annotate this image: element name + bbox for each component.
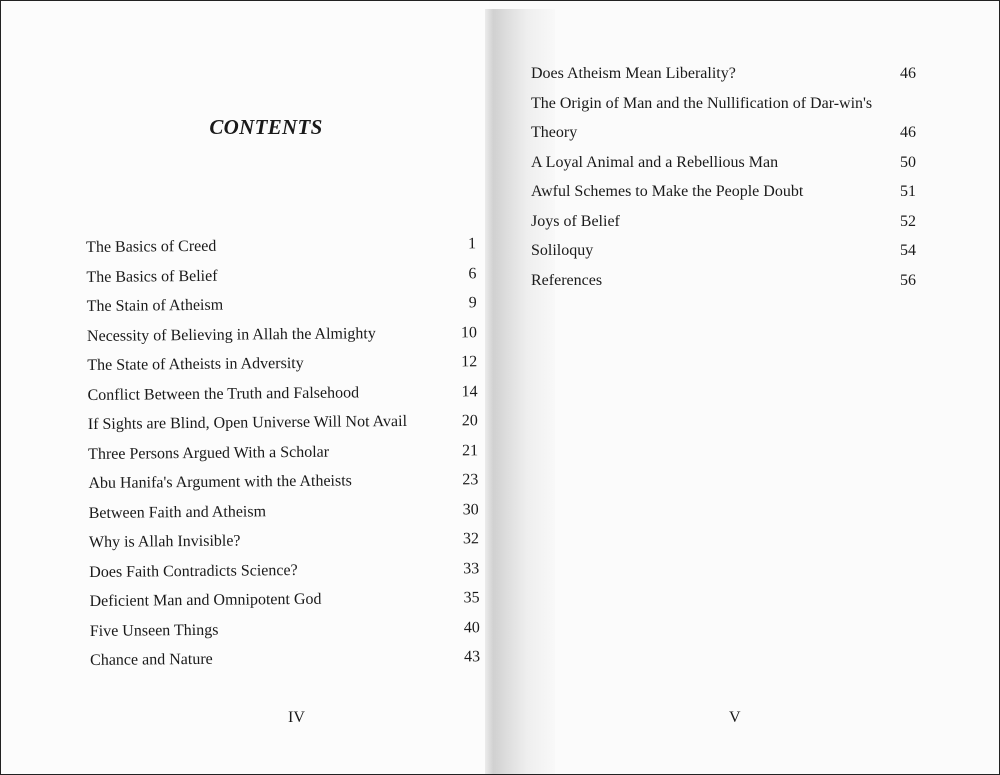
toc-entry-page: 40 — [463, 618, 480, 636]
toc-entry-page: 52 — [900, 212, 916, 230]
toc-entry — [87, 377, 477, 410]
toc-entry — [86, 259, 476, 292]
toc-entry-title: Three Persons Argued With a Scholar — [88, 443, 330, 463]
toc-entry-page: 50 — [900, 153, 916, 171]
toc-entry — [531, 236, 916, 266]
toc-entry-page: 23 — [462, 471, 479, 489]
toc-entry-title: Conflict Between the Truth and Falsehood — [87, 383, 360, 404]
toc-entry — [90, 642, 480, 675]
toc-entry-title: Five Unseen Things — [89, 621, 219, 640]
toc-entry-page: 21 — [462, 441, 479, 459]
toc-entry-title: The Basics of Creed — [86, 237, 217, 256]
toc-entry — [531, 89, 916, 148]
toc-entry — [87, 288, 477, 321]
toc-entry-page: 43 — [464, 648, 481, 666]
toc-entry-page: 1 — [468, 235, 477, 253]
toc-entry — [531, 59, 916, 89]
toc-left-list — [86, 229, 480, 675]
toc-entry-title: Necessity of Believing in Allah the Almighty — [86, 324, 376, 345]
toc-entry — [89, 583, 479, 616]
toc-entry — [89, 554, 479, 587]
toc-entry-page: 56 — [900, 271, 916, 289]
toc-entry-page: 33 — [463, 559, 480, 577]
toc-entry — [90, 613, 480, 646]
toc-entry-title: Soliloquy — [531, 242, 594, 259]
toc-entry-title: References — [531, 271, 603, 289]
toc-entry-title: If Sights are Blind, Open Universe Will Not Avail — [87, 412, 408, 433]
toc-entry-page: 54 — [900, 242, 916, 259]
toc-entry — [88, 436, 478, 469]
toc-entry — [88, 465, 478, 498]
toc-entry-page: 12 — [461, 353, 478, 371]
page-number-left: IV — [288, 709, 305, 726]
toc-entry — [531, 177, 916, 207]
toc-entry-title: Abu Hanifa's Argument with the Atheists — [88, 472, 352, 492]
toc-entry-page: 6 — [468, 264, 477, 282]
toc-entry-title: Chance and Nature — [90, 650, 213, 669]
toc-entry-title: Does Atheism Mean Liberality? — [531, 65, 736, 82]
toc-entry-title: Deficient Man and Omnipotent God — [89, 590, 322, 610]
toc-entry — [531, 266, 916, 296]
toc-entry-title: Joys of Belief — [531, 212, 620, 230]
toc-entry-page: 32 — [462, 530, 480, 548]
toc-entry — [89, 495, 479, 528]
toc-entry-title: The Origin of Man and the Nullification of Dar-win's Theory — [531, 94, 873, 141]
toc-entry — [87, 318, 477, 351]
toc-entry-title: The Basics of Belief — [86, 267, 218, 286]
toc-entry-title: Awful Schemes to Make the People Doubt — [531, 183, 804, 200]
toc-entry-page: 20 — [461, 412, 478, 430]
toc-entry — [531, 207, 916, 237]
toc-entry — [86, 229, 476, 262]
toc-entry-title: Why is Allah Invisible? — [88, 532, 241, 551]
toc-entry — [87, 347, 477, 380]
toc-entry-page: 46 — [900, 65, 916, 82]
toc-entry-title: A Loyal Animal and a Rebellious Man — [531, 153, 779, 171]
toc-entry — [88, 406, 478, 439]
toc-entry-page: 35 — [463, 589, 480, 607]
toc-entry-page: 10 — [460, 323, 478, 341]
page-number-right: V — [729, 709, 741, 726]
toc-entry — [89, 524, 479, 557]
toc-entry-title: The Stain of Atheism — [86, 296, 224, 315]
toc-entry-page: 30 — [462, 500, 479, 518]
toc-entry-title: Does Faith Contradicts Science? — [89, 561, 298, 581]
toc-entry-page: 51 — [900, 183, 916, 200]
toc-entry-page: 46 — [900, 124, 916, 141]
toc-entry — [531, 148, 916, 178]
toc-entry-title: Between Faith and Atheism — [88, 502, 267, 522]
contents-title: CONTENTS — [209, 115, 323, 139]
toc-entry-title: The State of Atheists in Adversity — [87, 354, 304, 374]
toc-entry-page: 9 — [468, 294, 477, 312]
toc-entry-page: 14 — [461, 382, 478, 400]
toc-right-list — [531, 59, 916, 295]
